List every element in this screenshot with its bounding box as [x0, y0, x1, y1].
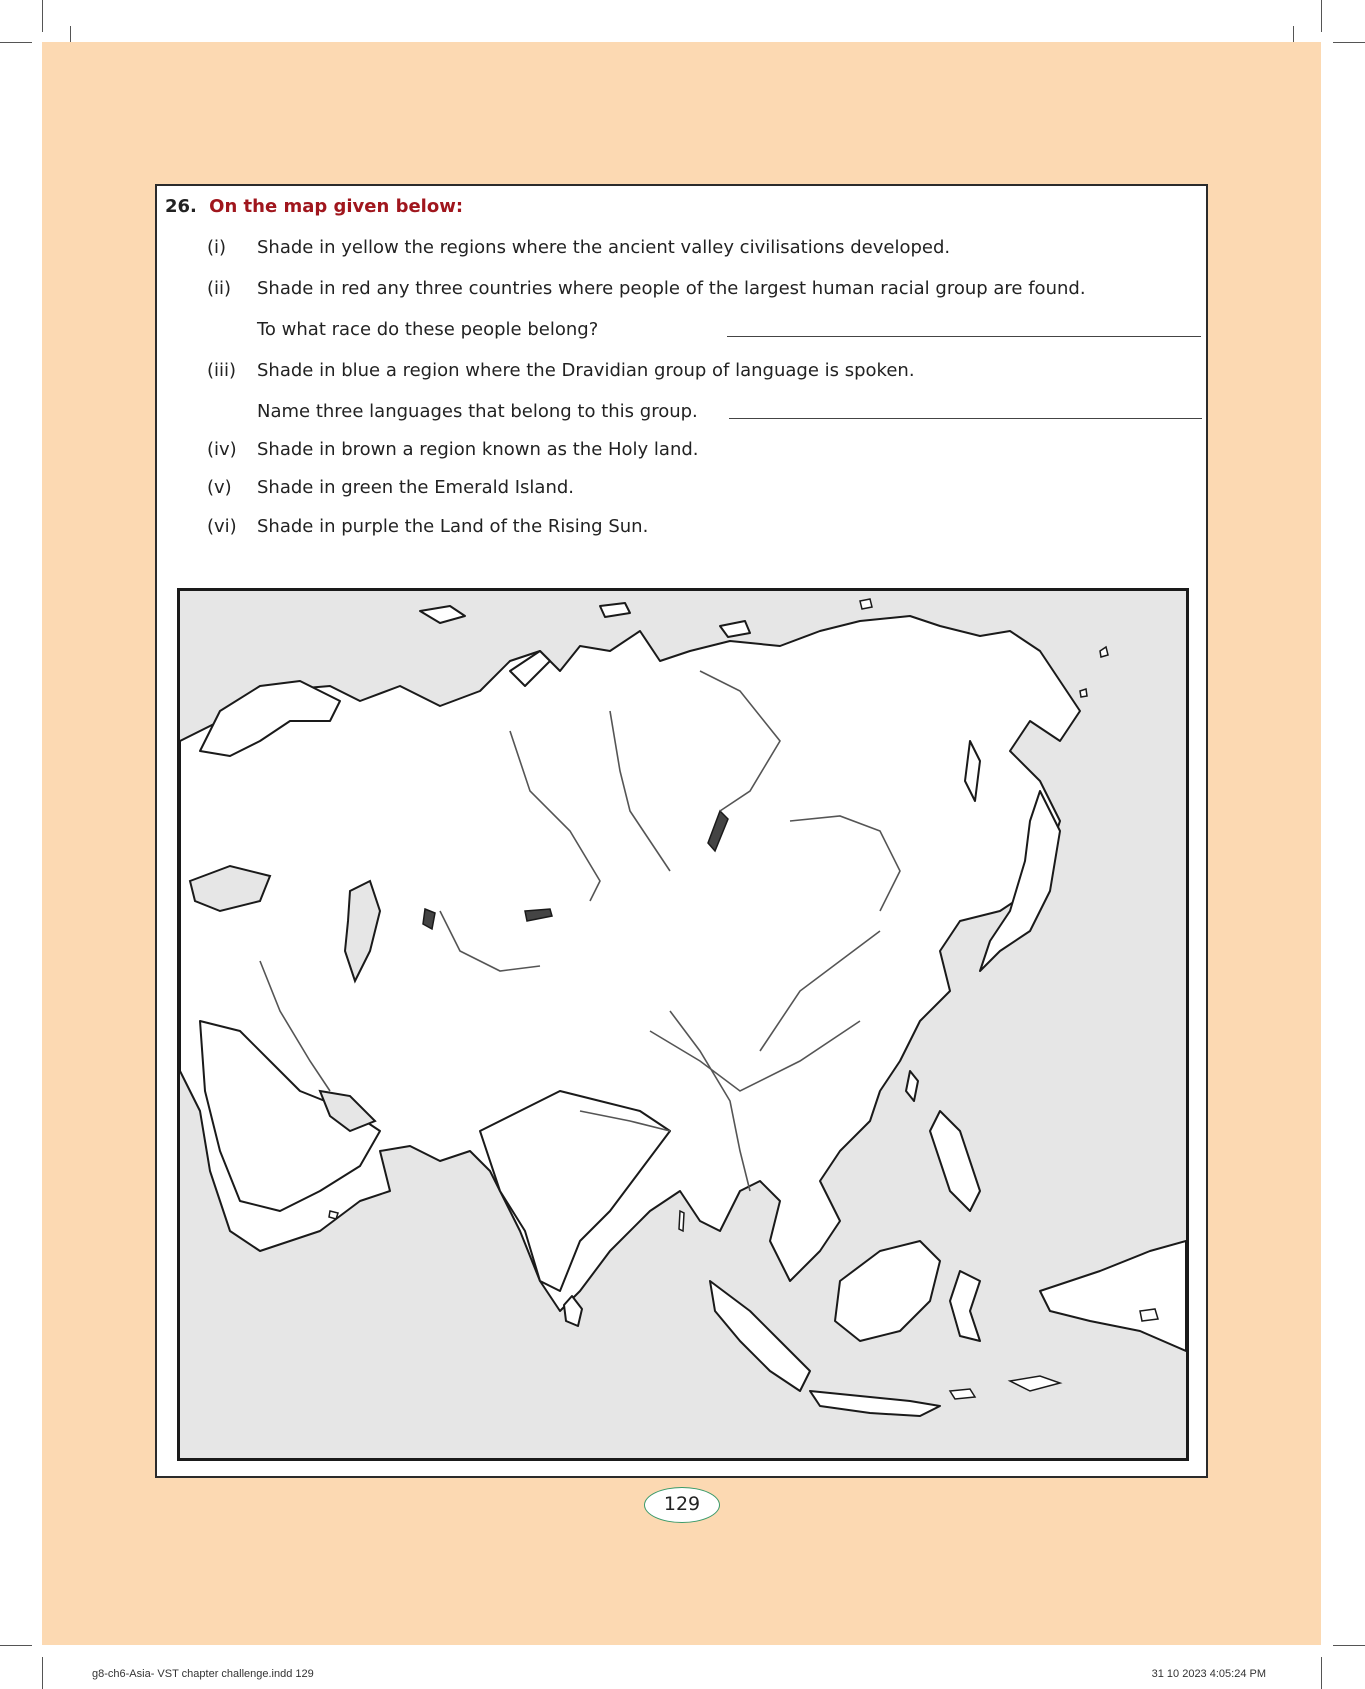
question-heading: [165, 196, 463, 217]
roman-numeral: (ii): [207, 278, 232, 299]
roman-numeral: (v): [207, 477, 232, 498]
arctic-island: [420, 606, 465, 623]
small-island: [1080, 689, 1087, 697]
roman-numeral: (i): [207, 237, 227, 258]
small-island: [860, 599, 872, 609]
crop-mark: [1333, 1645, 1365, 1646]
roman-numeral: (iii): [207, 360, 237, 381]
question-box: [155, 184, 1208, 1478]
question-number: 26.: [165, 196, 197, 217]
borneo: [835, 1241, 940, 1341]
roman-numeral: (vi): [207, 516, 237, 537]
answer-line-race[interactable]: [727, 336, 1201, 337]
page-number: 129: [644, 1487, 720, 1523]
philippines: [930, 1111, 980, 1211]
small-island: [1010, 1376, 1060, 1391]
asia-map-drawing: [180, 591, 1186, 1458]
small-island: [679, 1211, 684, 1231]
crop-mark: [1321, 0, 1322, 32]
crop-mark: [1333, 42, 1365, 43]
instruction-text: Shade in blue a region where the Dravidian group of language is spoken.: [257, 360, 915, 381]
instruction-text: Shade in purple the Land of the Rising Sun.: [257, 516, 649, 537]
arctic-island: [720, 621, 750, 637]
small-island: [950, 1389, 975, 1399]
roman-numeral: (iv): [207, 439, 237, 460]
footer-file-slug: g8-ch6-Asia- VST chapter challenge.indd 129: [92, 1668, 314, 1680]
answer-line-languages[interactable]: [729, 418, 1202, 419]
small-island: [1140, 1309, 1158, 1321]
instruction-text: Shade in yellow the regions where the ancient valley civilisations developed.: [257, 237, 951, 258]
crop-mark: [0, 42, 32, 43]
sumatra: [710, 1281, 810, 1391]
crop-mark: [42, 0, 43, 32]
new-guinea: [1040, 1241, 1186, 1351]
crop-mark: [1321, 1657, 1322, 1689]
crop-mark: [42, 1657, 43, 1689]
sulawesi: [950, 1271, 980, 1341]
taiwan: [906, 1071, 918, 1101]
small-island: [329, 1211, 338, 1219]
small-island: [1100, 647, 1108, 657]
footer-timestamp: 31 10 2023 4:05:24 PM: [1151, 1668, 1266, 1680]
instruction-text: To what race do these people belong?: [257, 319, 599, 340]
question-title: On the map given below:: [209, 196, 464, 217]
instruction-text: Name three languages that belong to this group.: [257, 401, 698, 422]
crop-mark: [0, 1645, 32, 1646]
arctic-island: [600, 603, 630, 617]
java: [810, 1391, 940, 1416]
asia-outline-map[interactable]: [177, 588, 1189, 1461]
instruction-text: Shade in brown a region known as the Holy land.: [257, 439, 699, 460]
sri-lanka: [564, 1296, 582, 1326]
instruction-text: Shade in green the Emerald Island.: [257, 477, 575, 498]
instruction-text: Shade in red any three countries where people of the largest human racial group are found.: [257, 278, 1086, 299]
